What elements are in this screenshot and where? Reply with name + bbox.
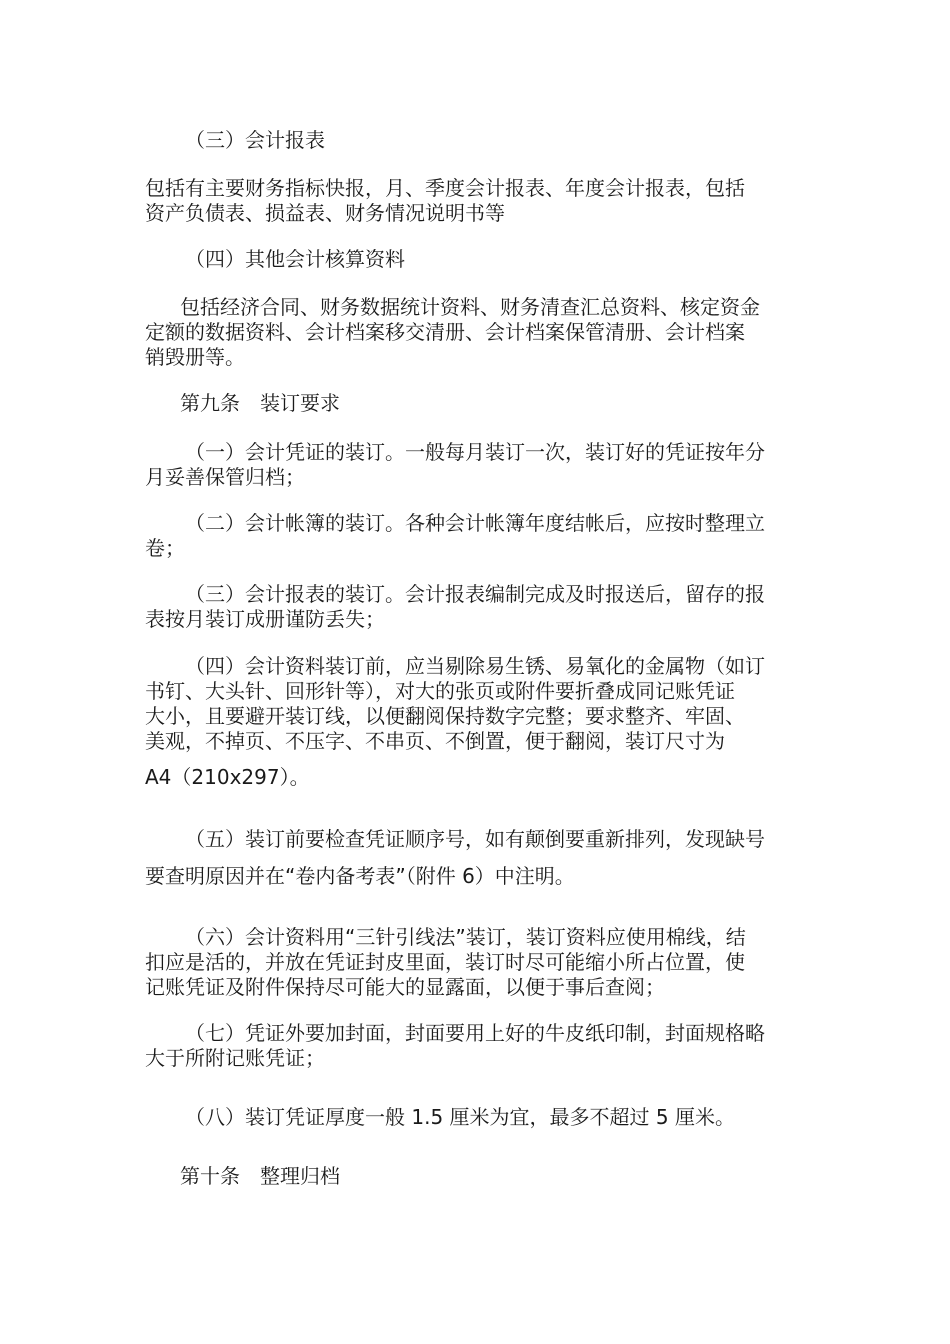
paragraph-cover — [145, 1021, 805, 1071]
text-line: 第九条 装订要求 — [180, 391, 340, 415]
text-line: 记账凭证及附件保持尽可能大的显露面，以便于事后查阅； — [145, 975, 665, 999]
text-line: （三）会计报表 — [185, 128, 325, 152]
text-line: 包括经济合同、财务数据统计资料、财务清查汇总资料、核定资金 — [180, 295, 760, 319]
paragraph-pre-binding — [145, 654, 805, 754]
text-line: 月妥善保管归档； — [145, 465, 305, 489]
text-line: 要查明原因并在“卷内备考表”（附件 6）中注明。 — [145, 864, 575, 888]
paragraph-report-binding — [145, 582, 805, 632]
text-line: （七）凭证外要加封面，封面要用上好的牛皮纸印制，封面规格略 — [185, 1021, 765, 1045]
text-line: 大于所附记账凭证； — [145, 1046, 325, 1070]
text-line: （三）会计报表的装订。会计报表编制完成及时报送后，留存的报 — [185, 582, 765, 606]
paragraph-other-materials — [145, 295, 805, 370]
text-line: 第十条 整理归档 — [180, 1164, 340, 1188]
paragraph-ledger-binding — [145, 511, 805, 561]
text-line: （五）装订前要检查凭证顺序号，如有颠倒要重新排列，发现缺号 — [185, 827, 765, 851]
text-line: 包括有主要财务指标快报，月、季度会计报表、年度会计报表，包括 — [145, 176, 745, 200]
text-line: （一）会计凭证的装订。一般每月装订一次，装订好的凭证按年分 — [185, 440, 765, 464]
text-line: 美观，不掉页、不压字、不串页、不倒置，便于翻阅，装订尺寸为 — [145, 729, 725, 753]
paragraph-sequence-check — [145, 827, 805, 852]
text-line: （四）会计资料装订前，应当剔除易生锈、易氧化的金属物（如订 — [185, 654, 765, 678]
paragraph-accounting-reports — [145, 176, 805, 226]
paragraph-sequence-check-cont — [145, 864, 805, 889]
paragraph-thickness — [145, 1105, 805, 1130]
text-line: 卷； — [145, 536, 185, 560]
text-line: （六）会计资料用“三针引线法”装订，装订资料应使用棉线，结 — [185, 925, 746, 949]
paragraph-three-needle-method — [145, 925, 805, 1000]
article-heading-10 — [145, 1164, 805, 1189]
text-line: （八）装订凭证厚度一般 1.5 厘米为宜，最多不超过 5 厘米。 — [185, 1105, 735, 1129]
section-heading-accounting-reports — [145, 128, 805, 153]
text-line: 大小，且要避开装订线，以便翻阅保持数字完整；要求整齐、牢固、 — [145, 704, 745, 728]
text-line: 定额的数据资料、会计档案移交清册、会计档案保管清册、会计档案 — [145, 320, 745, 344]
text-line: 扣应是活的，并放在凭证封皮里面，装订时尽可能缩小所占位置，使 — [145, 950, 745, 974]
article-heading-9 — [145, 391, 805, 416]
paragraph-binding-size — [145, 765, 805, 790]
text-line: 表按月装订成册谨防丢失； — [145, 607, 385, 631]
paragraph-voucher-binding — [145, 440, 805, 490]
text-line: （四）其他会计核算资料 — [185, 247, 405, 271]
text-line: 书钉、大头针、回形针等），对大的张页或附件要折叠成同记账凭证 — [145, 679, 735, 703]
text-line: 销毁册等。 — [145, 345, 245, 369]
section-heading-other-materials — [145, 247, 805, 272]
text-line: （二）会计帐簿的装订。各种会计帐簿年度结帐后，应按时整理立 — [185, 511, 765, 535]
text-line: 资产负债表、损益表、财务情况说明书等 — [145, 201, 505, 225]
text-line: A4（210x297）。 — [145, 765, 310, 789]
